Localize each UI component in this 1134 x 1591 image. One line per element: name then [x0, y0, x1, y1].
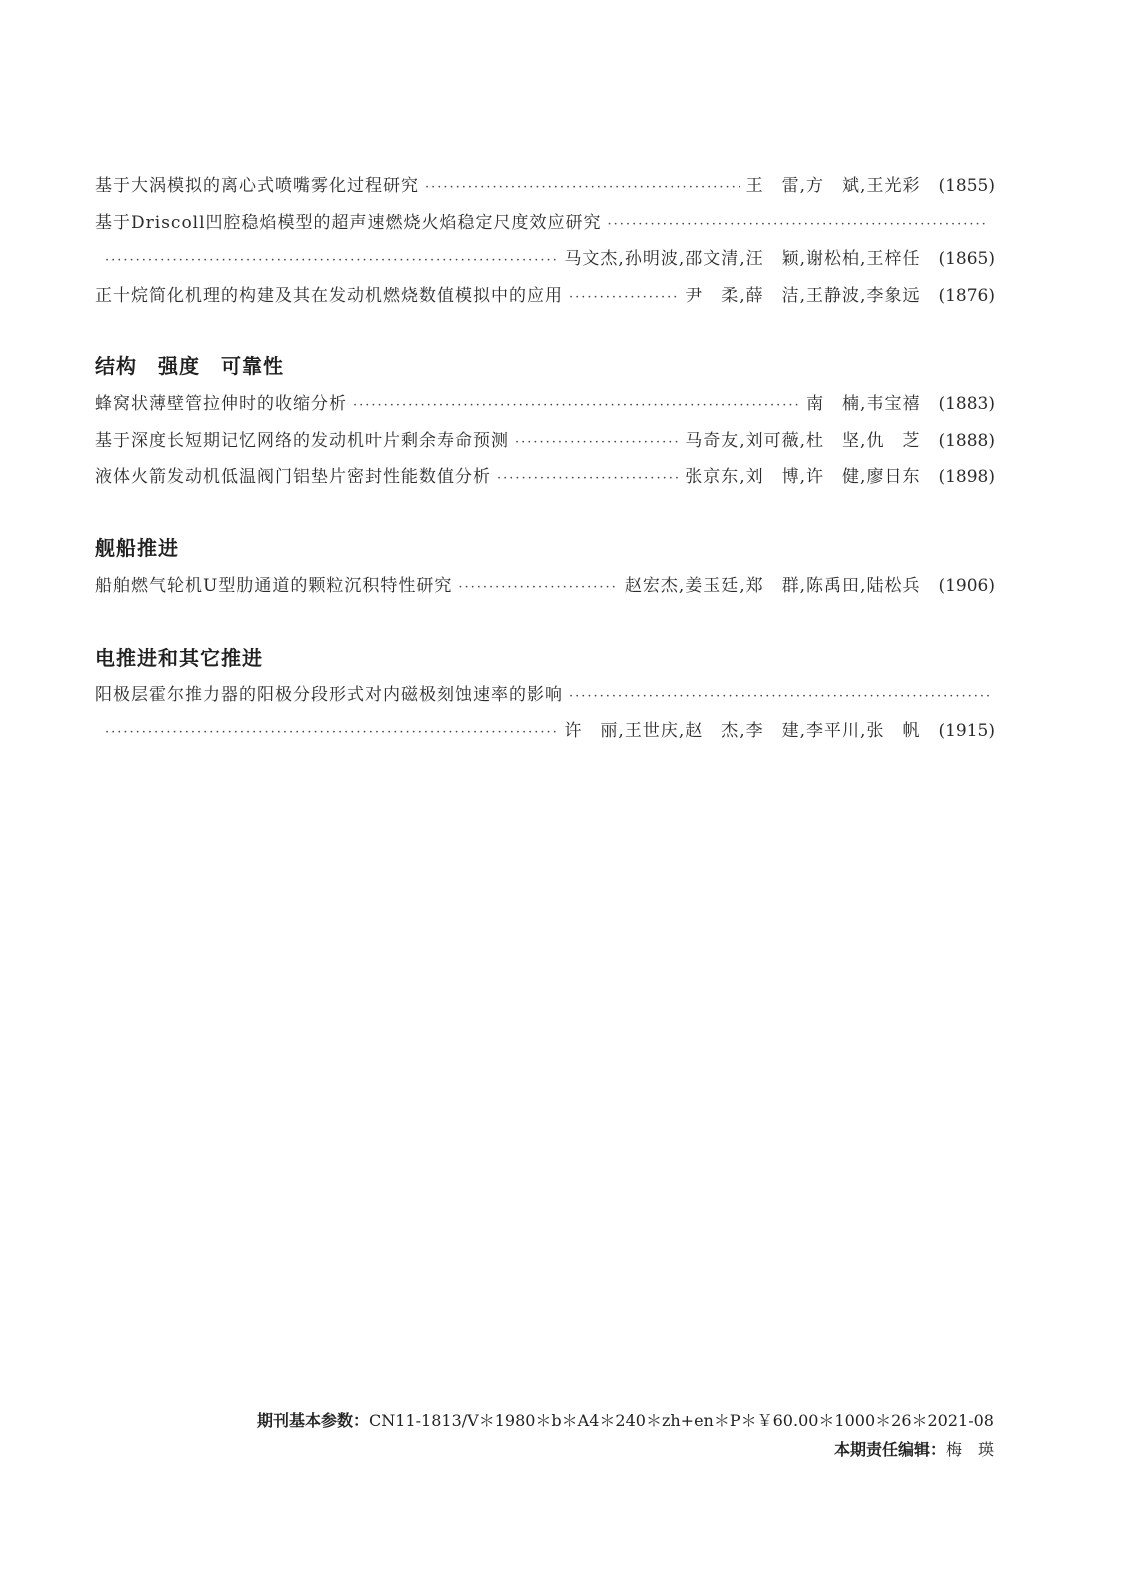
section-heading: 电推进和其它推进	[95, 646, 263, 670]
toc-entry[interactable]	[95, 573, 995, 599]
entry-title: 船舶燃气轮机U型肋通道的颗粒沉积特性研究	[95, 576, 453, 596]
entry-page: (1883)	[938, 394, 995, 414]
entry-page: (1906)	[938, 576, 995, 596]
responsible-editor	[834, 1437, 994, 1460]
toc-entry[interactable]	[95, 682, 995, 708]
entry-page: (1855)	[938, 176, 995, 196]
responsible-editor-label: 本期责任编辑：	[833, 1440, 946, 1459]
entry-title: 蜂窝状薄壁管拉伸时的收缩分析	[95, 394, 347, 414]
entry-title: 阳极层霍尔推力器的阳极分段形式对内磁极刻蚀速率的影响	[95, 685, 563, 705]
journal-parameters-label: 期刊基本参数：	[257, 1411, 370, 1430]
section-heading: 结构 强度 可靠性	[95, 354, 284, 378]
entry-authors: 马奇友,刘可薇,杜 坚,仇 芝	[685, 431, 921, 451]
toc-entry[interactable]	[95, 173, 995, 199]
toc-entry[interactable]	[95, 283, 995, 309]
leader-dots	[569, 684, 989, 710]
entry-title: 正十烷简化机理的构建及其在发动机燃烧数值模拟中的应用	[95, 286, 563, 306]
entry-title: 基于大涡模拟的离心式喷嘴雾化过程研究	[95, 176, 419, 196]
entry-authors: 许 丽,王世庆,赵 杰,李 建,李平川,张 帆	[564, 721, 921, 741]
leader-dots	[608, 212, 989, 238]
leader-dots	[569, 285, 679, 311]
toc-entry[interactable]	[95, 210, 995, 236]
entry-page: (1865)	[938, 249, 995, 269]
section-heading: 舰船推进	[95, 536, 179, 560]
leader-dots	[105, 248, 558, 274]
toc-entry[interactable]	[95, 391, 995, 417]
responsible-editor-value: 梅 瑛	[945, 1440, 994, 1459]
leader-dots	[497, 466, 679, 492]
entry-title: 基于深度长短期记忆网络的发动机叶片剩余寿命预测	[95, 431, 509, 451]
leader-dots	[458, 575, 619, 601]
leader-dots	[515, 430, 679, 456]
entry-title: 液体火箭发动机低温阀门铝垫片密封性能数值分析	[95, 467, 491, 487]
leader-dots	[105, 720, 558, 746]
entry-authors: 南 楠,韦宝禧	[806, 394, 921, 414]
toc-entry-continuation[interactable]	[105, 246, 995, 272]
journal-parameters-value: CN11-1813/V＊1980＊b＊A4＊240＊zh+en＊P＊￥60.00＊1000＊26＊2021-08	[369, 1411, 994, 1430]
entry-page: (1898)	[938, 467, 995, 487]
entry-page: (1915)	[938, 721, 995, 741]
leader-dots	[353, 393, 800, 419]
toc-entry-continuation[interactable]	[105, 718, 995, 744]
entry-authors: 马文杰,孙明波,邵文清,汪 颖,谢松柏,王梓任	[564, 249, 921, 269]
entry-authors: 王 雷,方 斌,王光彩	[745, 176, 921, 196]
entry-authors: 赵宏杰,姜玉廷,郑 群,陈禹田,陆松兵	[624, 576, 921, 596]
toc-entry[interactable]	[95, 428, 995, 454]
entry-page: (1876)	[938, 286, 995, 306]
journal-parameters	[257, 1408, 994, 1431]
leader-dots	[425, 175, 740, 201]
entry-page: (1888)	[938, 431, 995, 451]
entry-authors: 尹 柔,薛 洁,王静波,李象远	[685, 286, 921, 306]
entry-title: 基于Driscoll凹腔稳焰模型的超声速燃烧火焰稳定尺度效应研究	[95, 213, 602, 233]
toc-entry[interactable]	[95, 464, 995, 490]
entry-authors: 张京东,刘 博,许 健,廖日东	[685, 467, 921, 487]
